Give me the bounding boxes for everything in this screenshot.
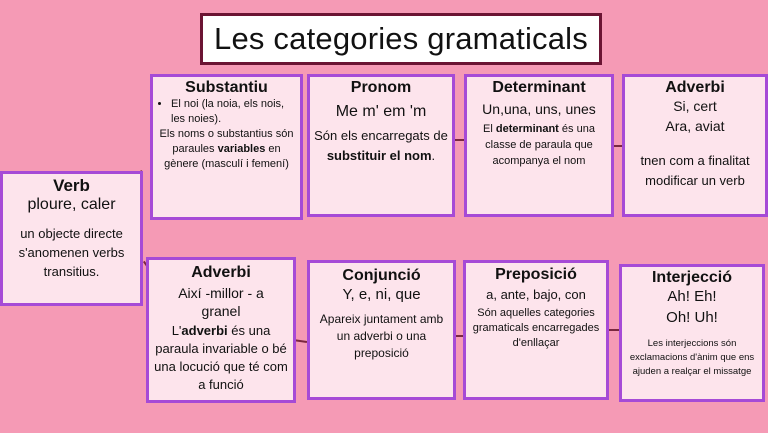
card-preposicio bbox=[463, 260, 609, 400]
verb-examples: ploure, caler bbox=[27, 196, 116, 213]
adverbi-bottom-text-after: és una paraula invariable o bé una locució que té com a funció bbox=[154, 323, 288, 392]
preposicio-examples: a, ante, bajo, con bbox=[486, 287, 586, 302]
preposicio-description: Són aquelles categories gramaticals encarregades d'enllaçar bbox=[472, 307, 600, 349]
pronom-text-after: . bbox=[431, 148, 436, 163]
interjeccio-examples-2: Oh! Uh! bbox=[666, 309, 718, 326]
card-pronom bbox=[307, 74, 455, 217]
interjeccio-description: Les interjeccions són exclamacions d'ànim que ens ajuden a realçar el missatge bbox=[629, 338, 755, 377]
substantiu-text-before: Els noms o substantius són paraules bbox=[159, 128, 294, 155]
determinant-text-before: El bbox=[483, 123, 496, 135]
substantiu-text-bold: variables bbox=[217, 143, 266, 155]
pronom-text-before: Són els encarregats de bbox=[314, 128, 448, 143]
substantiu-text-after: en gènere (masculí i femení) bbox=[164, 143, 289, 170]
conjuncio-heading: Conjunció bbox=[342, 267, 421, 284]
page-title: Les categories gramaticals bbox=[200, 13, 602, 65]
substantiu-heading: Substantiu bbox=[185, 79, 268, 96]
adverbi-top-examples-2: Ara, aviat bbox=[665, 118, 725, 134]
adverbi-bottom-heading: Adverbi bbox=[191, 264, 251, 281]
card-adverbi-bottom bbox=[146, 257, 296, 403]
determinant-examples: Un,una, uns, unes bbox=[482, 101, 596, 117]
adverbi-top-heading: Adverbi bbox=[665, 79, 725, 96]
verb-heading: Verb bbox=[53, 176, 90, 195]
determinant-description bbox=[467, 121, 611, 169]
card-conjuncio bbox=[307, 260, 456, 400]
verb-description: un objecte directe s'anomenen verbs transitius. bbox=[18, 226, 125, 279]
determinant-text-bold: determinant bbox=[495, 123, 559, 135]
determinant-text-after: és una classe de paraula que acompanya el nom bbox=[485, 123, 595, 167]
determinant-heading: Determinant bbox=[492, 79, 586, 96]
conjuncio-description: Apareix juntament amb un adverbi o una preposició bbox=[319, 312, 444, 360]
adverbi-bottom-text-before: L' bbox=[171, 323, 182, 338]
pronom-examples: Me m' em 'm bbox=[335, 103, 427, 120]
adverbi-bottom-description bbox=[149, 322, 293, 394]
card-substantiu bbox=[150, 74, 303, 220]
preposicio-heading: Preposició bbox=[495, 266, 577, 283]
substantiu-bullet-item: • El noi (la noia, els nois, les noies). bbox=[171, 97, 300, 127]
substantiu-description bbox=[153, 127, 300, 172]
interjeccio-heading: Interjecció bbox=[651, 269, 733, 286]
pronom-heading: Pronom bbox=[350, 79, 412, 96]
card-adverbi-top bbox=[622, 74, 768, 217]
adverbi-bottom-examples: Així -millor - a granel bbox=[178, 285, 264, 319]
adverbi-top-examples-1: Si, cert bbox=[673, 98, 717, 114]
pronom-text-bold: substituir el nom bbox=[326, 148, 432, 163]
pronom-description bbox=[310, 126, 452, 166]
card-determinant bbox=[464, 74, 614, 217]
conjuncio-examples: Y, e, ni, que bbox=[342, 286, 421, 303]
adverbi-bottom-text-bold: adverbi bbox=[181, 323, 228, 338]
interjeccio-examples-1: Ah! Eh! bbox=[667, 288, 717, 305]
substantiu-bullet-list bbox=[153, 97, 300, 127]
card-verb bbox=[0, 171, 143, 306]
card-interjeccio bbox=[619, 264, 765, 402]
adverbi-top-description: tnen com a finalitat modificar un verb bbox=[640, 153, 750, 188]
